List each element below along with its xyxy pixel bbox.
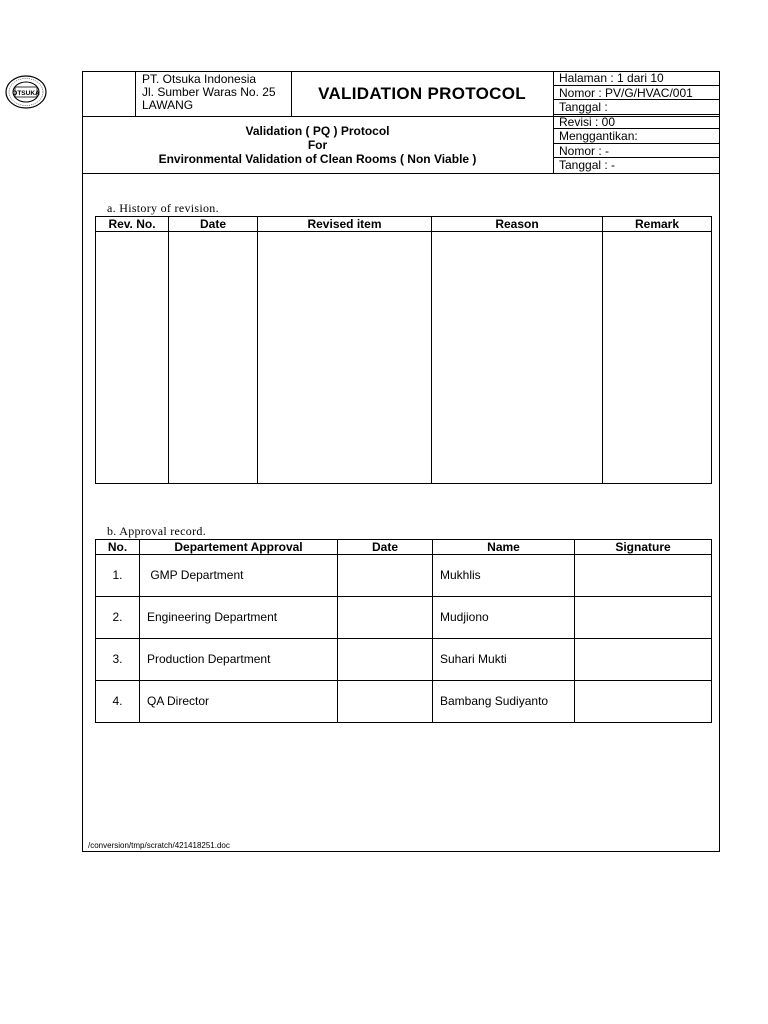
info-replaces: Menggantikan: [554,129,720,144]
table-row [96,639,712,681]
col-revised-item: Revised item [258,217,432,232]
header-divider [82,173,720,174]
row-number: 3. [96,639,140,681]
row-department: GMP Department [140,555,338,597]
table-cell [258,232,432,484]
row-name: Suhari Mukti [433,639,575,681]
document-info-block [553,71,720,174]
row-date [338,681,433,723]
company-address-block [136,71,292,116]
company-logo [4,74,48,110]
subtitle-line-1: Validation ( PQ ) Protocol [245,124,390,138]
info-date: Tanggal : [554,100,720,115]
table-header-row [96,540,712,555]
row-number: 4. [96,681,140,723]
otsuka-seal-icon [4,74,48,110]
table-row [96,555,712,597]
table-header-row [96,217,712,232]
table-row [96,232,712,484]
approval-record-heading: b. Approval record. [107,524,207,538]
table-cell [169,232,258,484]
col-no: No. [96,540,140,555]
row-number: 1. [96,555,140,597]
info-page: Halaman : 1 dari 10 [554,71,720,86]
revision-history-heading: a. History of revision. [107,201,219,215]
svg-text:OTSUKA: OTSUKA [12,90,40,97]
header-empty-cell [82,71,136,116]
revision-history-table [95,216,712,484]
company-city: LAWANG [142,98,194,112]
col-reason: Reason [432,217,603,232]
col-remark: Remark [603,217,712,232]
company-street: Jl. Sumber Waras No. 25 [142,85,276,99]
row-signature [575,639,712,681]
col-date: Date [169,217,258,232]
row-name: Bambang Sudiyanto [433,681,575,723]
col-rev-no: Rev. No. [96,217,169,232]
table-cell [603,232,712,484]
document-title: VALIDATION PROTOCOL [318,84,526,103]
subtitle-line-3: Environmental Validation of Clean Rooms ( Non Viable ) [158,152,477,166]
row-signature [575,681,712,723]
col-department: Departement Approval [140,540,338,555]
info-revision: Revisi : 00 [554,115,720,130]
info-number: Nomor : PV/G/HVAC/001 [554,86,720,101]
subtitle-line-2: For [307,138,328,152]
col-signature: Signature [575,540,712,555]
row-name: Mukhlis [433,555,575,597]
row-date [338,597,433,639]
row-date [338,639,433,681]
info-replaced-date: Tanggal : - [559,158,616,172]
row-date [338,555,433,597]
company-name: PT. Otsuka Indonesia [142,72,257,86]
file-path-footer: /conversion/tmp/scratch/421418251.doc [88,841,230,850]
row-department: QA Director [140,681,338,723]
col-date: Date [338,540,433,555]
row-number: 2. [96,597,140,639]
protocol-subtitle [82,117,553,174]
row-signature [575,555,712,597]
row-department: Production Department [140,639,338,681]
row-signature [575,597,712,639]
approval-record-table [95,539,712,723]
row-name: Mudjiono [433,597,575,639]
table-cell [432,232,603,484]
col-name: Name [433,540,575,555]
row-department: Engineering Department [140,597,338,639]
table-row [96,597,712,639]
table-cell [96,232,169,484]
info-replaced-number: Nomor : - [554,144,720,159]
table-row [96,681,712,723]
